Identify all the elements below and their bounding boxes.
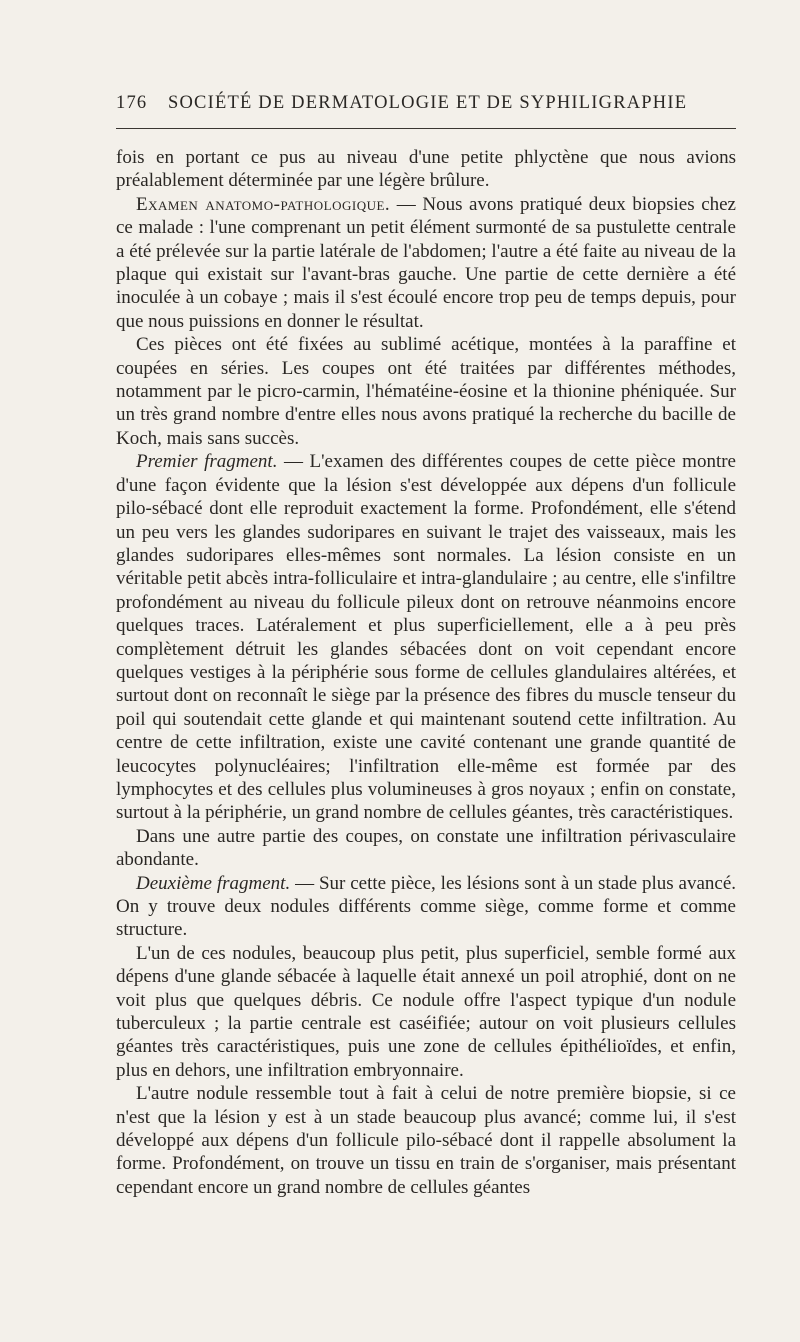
section-heading-deuxieme-fragment: Deuxième fragment. <box>136 872 291 894</box>
page-number: 176 <box>116 93 148 113</box>
paragraph-continuation <box>116 146 736 193</box>
paragraph-text: — L'examen des différentes coupes de cette pièce montre d'une façon évidente que la lésion s'est développée aux dépens d'un follicule pilo-sébacé dont elle reproduit exactement la forme. Profondément, elle s'étend un peu vers les glandes sudoripares en suivant le trajet des vaisseaux, mais les glandes sudoripares elles-mêmes sont normales. La lésion consiste en un véritable petit abcès intra-folliculaire et intra-glandulaire ; au centre, elle s'infiltre profondément au niveau du follicule pileux dont on retrouve néanmoins encore quelques traces. Latéralement et plus superficiellement, elle a à peu près complètement détruit les glandes sébacées dont on voit cependant encore quelques vestiges à la périphérie sous forme de cellules glandulaires altérées, et surtout dont on reconnaît le siège par la présence des fibres du muscle tenseur du poil qui soutendait cette glande et qui maintenant soutend cette infiltration. Au centre de cette infiltration, existe une cavité contenant une grande quantité de leucocytes polynucléaires; l'infiltration elle-même est formée par des lymphocytes et des cellules plus volumineuses à gros noyaux ; enfin on constate, surtout à la périphérie, un grand nombre de cellules géantes, très caractéristiques. <box>116 451 736 824</box>
paragraph-text: Ces pièces ont été fixées au sublimé acétique, montées à la paraffine et coupées en séries. Les coupes ont été traitées par différentes méthodes, notamment par le picro-carmin, l'hématéine-éosine et la thionine phéniquée. Sur un très grand nombre d'entre elles nous avons pratiqué la recherche du bacille de Koch, mais sans succès. <box>116 334 736 449</box>
paragraph-text: L'autre nodule ressemble tout à fait à celui de notre première biopsie, si ce n'est que la lésion y est à un stade beaucoup plus avancé; comme lui, il s'est développé aux dépens d'un follicule pilo-sébacé dont il rappelle absolument la forme. Profondément, on trouve un tissu en train de s'organiser, mais présentant cependant encore un grand nombre de cellules géantes <box>116 1083 736 1198</box>
paragraph-text: L'un de ces nodules, beaucoup plus petit, plus superficiel, semble formé aux dépens d'une glande sébacée à laquelle était annexé un poil atrophié, dont on ne voit plus que quelques débris. Ce nodule offre l'aspect typique d'un nodule tuberculeux ; la partie centrale est caséifiée; autour on voit plusieurs cellules géantes très caractéristiques, puis une zone de cellules épithélioïdes, et enfin, plus en dehors, une infiltration embryonnaire. <box>116 942 736 1081</box>
running-title: SOCIÉTÉ DE DERMATOLOGIE ET DE SYPHILIGRAPHIE <box>168 93 688 113</box>
paragraph-text: — Sur cette pièce, les lésions sont à un stade plus avancé. On y trouve deux nodules différents comme siège, comme forme et comme structure. <box>116 872 737 941</box>
paragraph-perivasculaire <box>116 825 736 872</box>
paragraph-deuxieme-fragment <box>116 872 736 942</box>
paragraph-premier-nodule <box>116 942 736 1082</box>
paragraph-pieces <box>116 333 736 450</box>
paragraph-text: fois en portant ce pus au niveau d'une petite phlyctène que nous avions préalablement déterminée par une légère brûlure. <box>116 147 736 192</box>
running-header <box>116 93 736 114</box>
paragraph-text: Dans une autre partie des coupes, on constate une infiltration périvasculaire abondante. <box>116 825 736 871</box>
paragraph-examen <box>116 193 736 333</box>
body-text <box>116 146 736 1199</box>
header-rule <box>116 128 736 129</box>
paragraph-autre-nodule <box>116 1082 736 1199</box>
section-heading-examen: Examen anatomo-pathologique. <box>136 193 391 215</box>
paragraph-premier-fragment <box>116 450 736 825</box>
paragraph-text: — Nous avons pratiqué deux biopsies chez ce malade : l'une comprenant un petit élément surmonté de sa pustulette centrale a été prélevée sur la partie latérale de l'abdomen; l'autre a été faite au niveau de la plaque qui existait sur l'avant-bras gauche. Une partie de cette dernière a été inoculée à un cobaye ; mais il s'est écoulé encore trop peu de temps depuis, pour que nous puissions en donner le résultat. <box>116 193 736 332</box>
section-heading-premier-fragment: Premier fragment. <box>136 451 278 473</box>
